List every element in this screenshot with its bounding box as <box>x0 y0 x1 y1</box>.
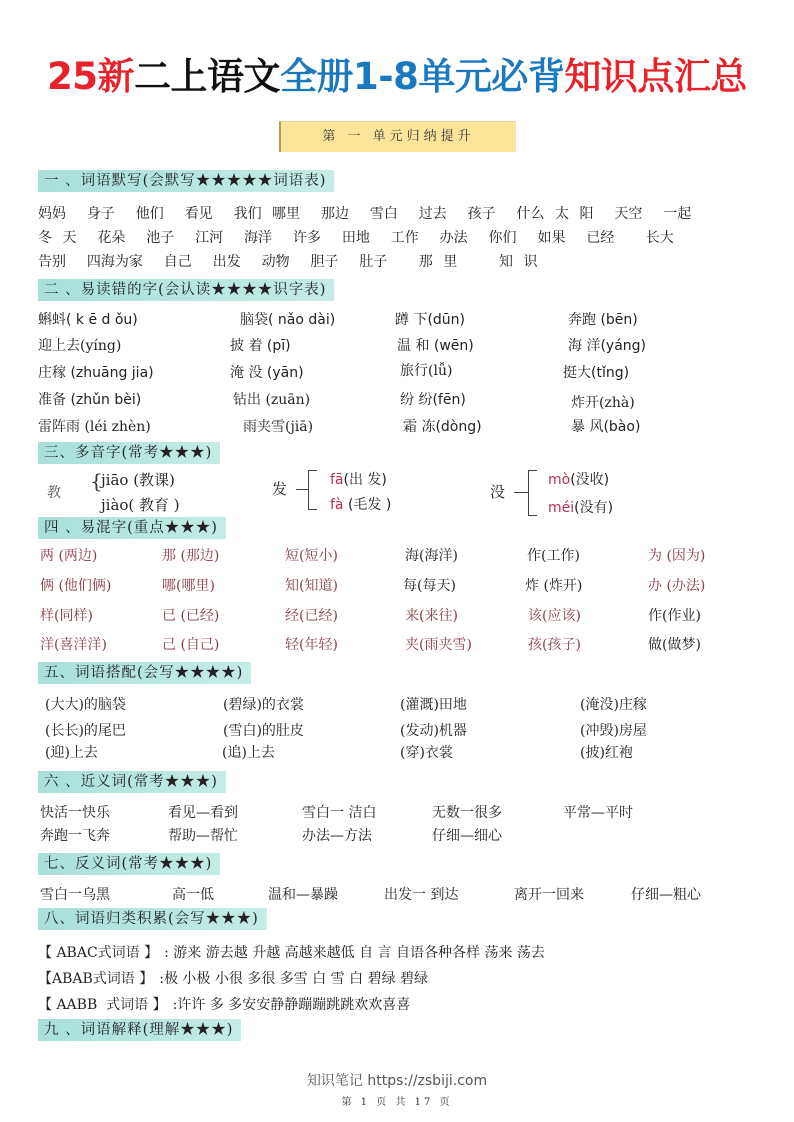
s5-cell: (长长)的尾巴 <box>45 723 126 739</box>
s4-cell: 孩(孩子) <box>528 637 581 653</box>
s4-cell: 为 (因为) <box>648 548 706 564</box>
s2-cell: 钻出 (zuān) <box>233 392 311 408</box>
s5-cell: (发动)机器 <box>400 723 467 739</box>
s4-cell: 样(同样) <box>40 608 93 624</box>
s4-cell: 夹(雨夹雪) <box>405 637 472 653</box>
example: (出 发) <box>343 472 387 488</box>
s4-cell: 每(每天) <box>403 578 456 594</box>
s4-cell: 做(做梦) <box>648 637 701 653</box>
s1-row-2: 冬 天 花朵 池子 江河 海洋 许多 田地 工作 办法 你们 如果 已经 长大 <box>38 230 674 246</box>
brace-icon: { <box>90 469 103 493</box>
polyphone-reading <box>330 494 391 516</box>
s6-cell: 平常—平时 <box>563 805 633 821</box>
s5-cell: (大大)的脑袋 <box>45 697 126 713</box>
section-4-heading: 四 、易混字(重点★★★) <box>38 517 226 539</box>
pinyin: mò <box>548 472 571 488</box>
s4-cell: 俩 (他们俩) <box>40 578 112 594</box>
polyphone-reading: jiào( 教育 ) <box>101 496 180 514</box>
s6-cell: 办法—方法 <box>302 828 372 844</box>
polyphone-char: 教 <box>47 485 61 501</box>
s1-row-1: 妈妈 身子 他们 看见 我们 哪里 那边 雪白 过去 孩子 什么 太 阳 天空 一起 <box>38 206 692 222</box>
s4-cell: 办 (办法) <box>648 578 706 594</box>
s5-cell: (披)红袍 <box>580 745 633 761</box>
s8-row <box>38 994 410 1016</box>
s7-cell: 离开一回来 <box>514 887 584 903</box>
example: (毛发 ) <box>343 497 392 513</box>
s7-cell: 仔细—粗心 <box>631 887 701 903</box>
s4-cell: 知(知道) <box>285 578 338 594</box>
s8-label: 【ABAB式词语 】 <box>38 971 154 987</box>
s2-cell: 暴 风(bào) <box>571 419 641 435</box>
pinyin: fā <box>330 472 344 488</box>
s2-cell: 披 着 (pī) <box>230 338 291 354</box>
section-8-heading: 八、词语归类积累(会写★★★) <box>38 908 267 930</box>
connector-line <box>514 492 528 493</box>
s4-cell: 哪(哪里) <box>162 578 215 594</box>
pinyin: fà <box>330 497 344 513</box>
section-5-heading: 五、词语搭配(会写★★★★) <box>38 662 251 684</box>
s4-cell: 经(已经) <box>285 608 338 624</box>
connector-line <box>296 489 308 490</box>
s2-cell: 奔跑 (bēn) <box>568 312 638 328</box>
s4-cell: 炸 (炸开) <box>525 578 583 594</box>
polyphone-reading <box>330 469 387 491</box>
s4-cell: 洋(喜洋洋) <box>40 637 107 653</box>
s4-cell: 作(工作) <box>527 548 580 564</box>
s4-cell: 己 (自己) <box>162 637 220 653</box>
example: (没收) <box>570 472 610 488</box>
s7-cell: 温和—暴躁 <box>268 887 338 903</box>
polyphone-reading <box>548 497 613 519</box>
s4-cell: 轻(年轻) <box>285 637 338 653</box>
s5-cell: (碧绿)的衣裳 <box>223 697 304 713</box>
title-part-3: 全册1-8单元必背 <box>280 55 565 98</box>
s2-cell: 挺大(tǐng) <box>563 365 630 381</box>
polyphone-char: 没 <box>490 483 506 501</box>
s2-cell: 雨夹雪(jiā) <box>243 419 314 435</box>
section-6-heading: 六 、近义词(常考★★★) <box>38 771 226 793</box>
unit-heading: 第 一 单元归纳提升 <box>279 121 516 152</box>
s2-cell: 迎上去(yíng) <box>38 338 122 354</box>
s5-cell: (冲毁)房屋 <box>580 723 647 739</box>
s5-cell: (追)上去 <box>222 745 275 761</box>
s6-cell: 快活一快乐 <box>40 805 110 821</box>
s6-cell: 雪白一 洁白 <box>302 805 377 821</box>
example: (没有) <box>574 500 614 516</box>
polyphone-reading <box>548 469 609 491</box>
s8-text: : 游来 游去越 升越 高越来越低 自 言 自语各种各样 荡来 荡去 <box>164 945 545 961</box>
s1-row-3: 告别 四海为家 自己 出发 动物 胆子 肚子 那 里 知 识 <box>38 254 538 270</box>
s6-cell: 仔细—细心 <box>432 828 502 844</box>
footer-page-number: 第 1 页 共 17 页 <box>341 1097 453 1108</box>
bracket-icon <box>528 470 537 516</box>
s7-cell: 出发一 到达 <box>384 887 459 903</box>
s8-label: 【 ABAC式词语 】 <box>38 945 159 961</box>
footer-site: 知识笔记 https://zsbiji.com <box>306 1073 488 1089</box>
s2-cell: 脑袋( nǎo dài) <box>240 312 336 328</box>
s4-cell: 已 (已经) <box>162 608 220 624</box>
s4-cell: 那 (那边) <box>162 548 220 564</box>
bracket-icon <box>308 470 317 510</box>
s2-cell: 雷阵雨 (léi zhèn) <box>38 419 151 435</box>
s2-cell: 炸开(zhà) <box>571 395 635 411</box>
section-2-heading: 二 、易读错的字(会认读★★★★识字表) <box>38 279 334 301</box>
s2-cell: 淹 没 (yān) <box>230 365 304 381</box>
s4-cell: 来(来往) <box>405 608 458 624</box>
s6-cell: 看见—看到 <box>168 805 238 821</box>
s2-cell: 准备 (zhǔn bèi) <box>38 392 142 408</box>
section-1-heading: 一 、词语默写(会默写★★★★★词语表) <box>38 170 334 192</box>
s4-cell: 作(作业) <box>648 608 701 624</box>
s5-cell: (淹没)庄稼 <box>580 697 647 713</box>
s5-cell: (迎)上去 <box>45 745 98 761</box>
s2-cell: 蹲 下(dūn) <box>395 312 466 328</box>
s5-cell: (灌溉)田地 <box>400 697 467 713</box>
section-7-heading: 七、反义词(常考★★★) <box>38 853 220 875</box>
polyphone-char: 发 <box>272 480 288 498</box>
s8-text: :许许 多 多安安静静蹦蹦跳跳欢欢喜喜 <box>172 997 411 1013</box>
title-part-4: 知识点汇总 <box>564 55 747 98</box>
s4-cell: 短(短小) <box>285 548 338 564</box>
s7-cell: 高一低 <box>172 887 214 903</box>
section-3-heading: 三、多音字(常考★★★) <box>38 442 220 464</box>
s2-cell: 霜 冻(dòng) <box>403 419 482 435</box>
s4-cell: 该(应该) <box>528 608 581 624</box>
title-part-2: 二上语文 <box>134 55 281 98</box>
s8-label: 【 AABB 式词语 】 <box>38 997 167 1013</box>
s4-cell: 两 (两边) <box>40 548 98 564</box>
s2-cell: 庄稼 (zhuāng jia) <box>38 365 154 381</box>
section-9-heading: 九 、词语解释(理解★★★) <box>38 1019 241 1041</box>
s5-cell: (穿)衣裳 <box>400 745 453 761</box>
s8-row <box>38 942 545 964</box>
s8-row <box>38 968 428 990</box>
s5-cell: (雪白)的肚皮 <box>223 723 304 739</box>
s2-cell: 纷 纷(fēn) <box>400 392 466 408</box>
s6-cell: 无数一很多 <box>432 805 502 821</box>
polyphone-reading: jiāo (教课) <box>101 471 175 489</box>
s8-text: :极 小极 小很 多很 多雪 白 雪 白 碧绿 碧绿 <box>159 971 429 987</box>
s6-cell: 帮助—帮忙 <box>168 828 238 844</box>
title-part-1: 25新 <box>47 55 135 98</box>
s6-cell: 奔跑一飞奔 <box>40 828 110 844</box>
s4-cell: 海(海洋) <box>405 548 458 564</box>
pinyin: méi <box>548 500 575 516</box>
s7-cell: 雪白一乌黑 <box>40 887 110 903</box>
document-title <box>0 52 794 102</box>
s2-cell: 温 和 (wēn) <box>397 338 474 354</box>
s2-cell: 海 洋(yáng) <box>568 338 646 354</box>
s2-cell: 旅行(lǚ) <box>400 363 453 379</box>
s2-cell: 蝌蚪( k ē d ǒu) <box>38 312 138 328</box>
